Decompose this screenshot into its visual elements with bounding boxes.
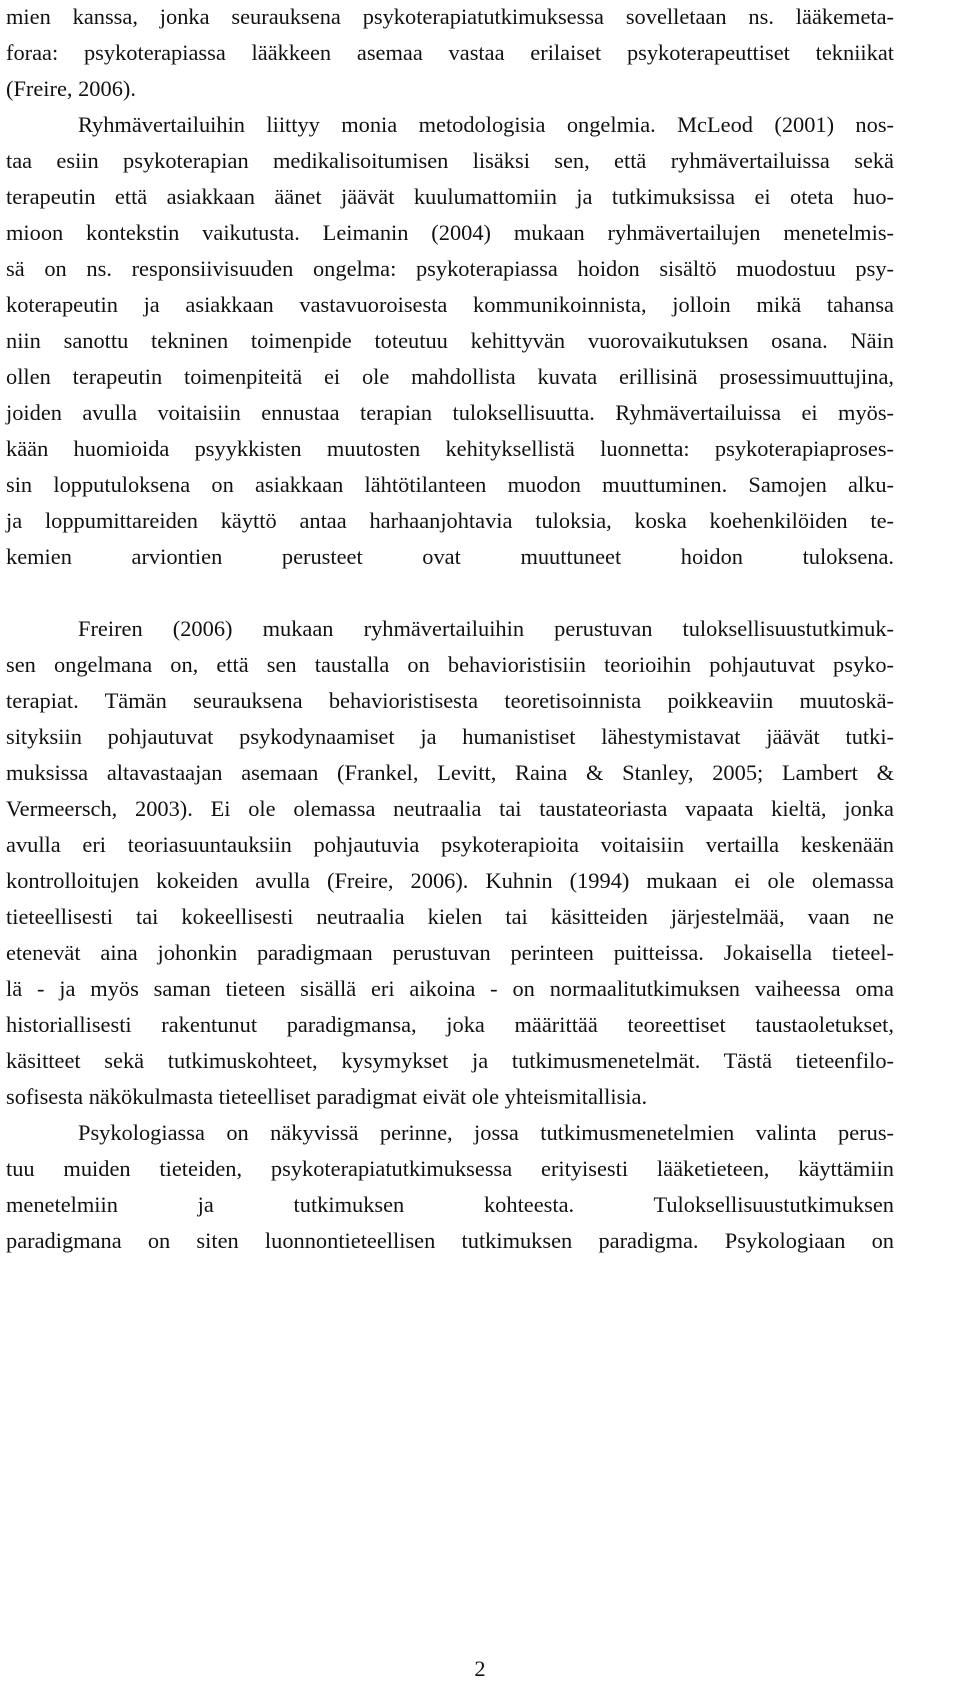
text-line: avulla eri teoriasuuntauksiin pohjautuvia psykoterapioita voitaisiin vertailla keskenään (6, 832, 894, 857)
text-line: historiallisesti rakentunut paradigmansa, joka määrittää teoreettiset taustaoletukset, (6, 1012, 894, 1037)
text-line: Vermeersch, 2003). Ei ole olemassa neutraalia tai taustateoriasta vapaata kieltä, jonka (6, 796, 894, 821)
text-line: sen ongelmana on, että sen taustalla on behavioristisiin teorioihin pohjautuvat psyko- (6, 652, 894, 677)
text-line: terapiat. Tämän seurauksena behavioristisesta teoretisoinnista poikkeaviin muutoskä- (6, 688, 894, 713)
text-line: koterapeutin ja asiakkaan vastavuoroisesta kommunikoinnista, jolloin mikä tahansa (6, 292, 894, 317)
text-line: mien kanssa, jonka seurauksena psykoterapiatutkimuksessa sovelletaan ns. lääkemeta- (6, 4, 894, 29)
text-line: ja loppumittareiden käyttö antaa harhaanjohtavia tuloksia, koska koehenkilöiden te- (6, 508, 894, 533)
text-line: Ryhmävertailuihin liittyy monia metodologisia ongelmia. McLeod (2001) nos- (78, 112, 894, 137)
text-line: menetelmiin ja tutkimuksen kohteesta. Tuloksellisuustutkimuksen (6, 1192, 894, 1217)
text-line: Freiren (2006) mukaan ryhmävertailuihin perustuvan tuloksellisuustutkimuk- (78, 616, 894, 641)
text-line: tieteellisesti tai kokeellisesti neutraalia kielen tai käsitteiden järjestelmää, vaan ne (6, 904, 894, 929)
text-line: kemien arviontien perusteet ovat muuttuneet hoidon tuloksena. (6, 544, 894, 569)
text-line: taa esiin psykoterapian medikalisoitumisen lisäksi sen, että ryhmävertailuissa sekä (6, 148, 894, 173)
text-line: Psykologiassa on näkyvissä perinne, jossa tutkimusmenetelmien valinta perus- (78, 1120, 894, 1145)
page-number: 2 (474, 1656, 486, 1681)
text-line: lä - ja myös saman tieteen sisällä eri aikoina - on normaalitutkimuksen vaiheessa oma (6, 976, 894, 1001)
text-line: paradigmana on siten luonnontieteellisen tutkimuksen paradigma. Psykologiaan on (6, 1228, 894, 1253)
text-line: etenevät aina johonkin paradigmaan perustuvan perinteen puitteissa. Jokaisella tieteel- (6, 940, 894, 965)
text-line: muksissa altavastaajan asemaan (Frankel, Levitt, Raina & Stanley, 2005; Lambert & (6, 760, 894, 785)
text-line: mioon kontekstin vaikutusta. Leimanin (2004) mukaan ryhmävertailujen menetelmis- (6, 220, 894, 245)
text-line: sä on ns. responsiivisuuden ongelma: psykoterapiassa hoidon sisältö muodostuu psy- (6, 256, 894, 281)
text-line: sin lopputuloksena on asiakkaan lähtötilanteen muodon muuttuminen. Samojen alku- (6, 472, 894, 497)
text-line: ollen terapeutin toimenpiteitä ei ole mahdollista kuvata erillisinä prosessimuuttujina, (6, 364, 894, 389)
text-line: tuu muiden tieteiden, psykoterapiatutkimuksessa erityisesti lääketieteen, käyttämiin (6, 1156, 894, 1181)
text-line: käsitteet sekä tutkimuskohteet, kysymykset ja tutkimusmenetelmät. Tästä tieteenfilo- (6, 1048, 894, 1073)
text-line: sofisesta näkökulmasta tieteelliset paradigmat eivät ole yhteismitallisia. (6, 1084, 648, 1109)
text-line: (Freire, 2006). (6, 76, 136, 101)
text-line: niin sanottu tekninen toimenpide toteutuu kehittyvän vuorovaikutuksen osana. Näin (6, 328, 894, 353)
text-line: sityksiin pohjautuvat psykodynaamiset ja humanistiset lähestymistavat jäävät tutki- (6, 724, 894, 749)
text-line: joiden avulla voitaisiin ennustaa terapian tuloksellisuutta. Ryhmävertailuissa ei myös- (6, 400, 894, 425)
text-line: foraa: psykoterapiassa lääkkeen asemaa vastaa erilaiset psykoterapeuttiset tekniikat (6, 40, 894, 65)
text-line: kään huomioida psyykkisten muutosten kehityksellistä luonnetta: psykoterapiaproses- (6, 436, 894, 461)
text-line: terapeutin että asiakkaan äänet jäävät kuulumattomiin ja tutkimuksissa ei oteta huo- (6, 184, 894, 209)
text-line: kontrolloitujen kokeiden avulla (Freire, 2006). Kuhnin (1994) mukaan ei ole olemassa (6, 868, 894, 893)
